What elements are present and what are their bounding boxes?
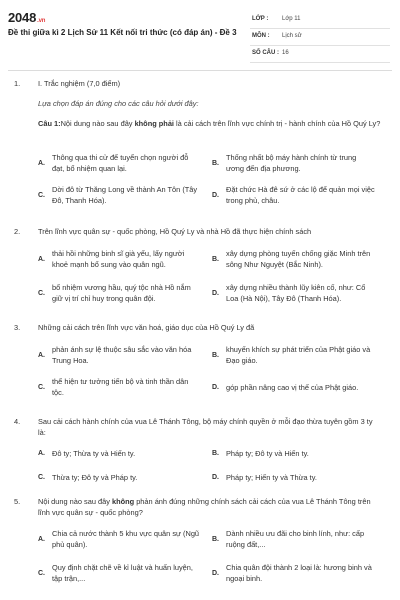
- option-text: xây dựng nhiều thành lũy kiên cố, như: Cổ Loa (Hà Nội), Tây Đô (Thanh Hóa).: [226, 283, 366, 303]
- stem-part: Nội dung nào sau đây: [38, 497, 112, 506]
- question-number: 1.: [14, 79, 21, 88]
- option-text: Đô ty; Thừa ty và Hiến ty.: [52, 449, 136, 458]
- option-text: Thừa ty; Đô ty và Pháp ty.: [52, 473, 138, 482]
- stem-emphasis: không: [111, 497, 135, 506]
- stem-part: là cải cách trên lĩnh vực chính trị - hành chính của Hồ Quý Ly?: [173, 119, 381, 128]
- question-stem: [38, 118, 382, 129]
- page-title: Đề thi giữa kì 2 Lịch Sử 11 Kết nối tri thức (có đáp án) - Đề 3: [8, 28, 237, 37]
- option-text: Chia quân đội thành 2 loại là: hương binh và ngoại binh.: [226, 563, 372, 583]
- option-label: B.: [212, 160, 219, 167]
- option-text: Dành nhiều ưu đãi cho binh lính, như: cấp ruộng đất,...: [226, 529, 365, 549]
- question-stem: Những cải cách trên lĩnh vực văn hoá, giáo dục của Hồ Quý Ly đã: [38, 323, 255, 332]
- option-text: xây dựng phòng tuyến chống giặc Minh trên sông Như Nguyệt (Bắc Ninh).: [226, 249, 371, 269]
- question-number: 3.: [14, 323, 21, 332]
- option-label: C.: [38, 192, 45, 199]
- option-label: C.: [38, 384, 45, 391]
- option-text: Chia cả nước thành 5 khu vực quân sự (Ngũ phủ quân).: [52, 529, 200, 549]
- option-label: A.: [38, 536, 45, 543]
- question-stem: [38, 496, 382, 518]
- option-label: D.: [212, 570, 219, 577]
- meta-row-subject: [250, 29, 390, 46]
- option-label: D.: [212, 474, 219, 481]
- question-number: 5.: [14, 497, 21, 506]
- section-heading: I. Trắc nghiệm (7,0 điểm): [38, 79, 121, 88]
- meta-value: Lịch sử: [282, 33, 302, 39]
- question-number: 2.: [14, 227, 21, 236]
- meta-key: MÔN :: [252, 33, 270, 39]
- option-text: phản ánh sự lệ thuộc sâu sắc vào văn hóa Trung Hoa.: [52, 345, 192, 365]
- option-text: góp phần nâng cao vị thế của Phật giáo.: [226, 383, 359, 392]
- option-label: C.: [38, 290, 45, 297]
- meta-table: [250, 12, 390, 63]
- meta-key: SỐ CÂU :: [252, 50, 279, 56]
- meta-key: LỚP :: [252, 16, 269, 22]
- option-label: C.: [38, 474, 45, 481]
- logo-tld: .vn: [37, 18, 46, 24]
- option-text: Pháp ty; Đô ty và Hiến ty.: [226, 449, 309, 458]
- option-label: B.: [212, 536, 219, 543]
- option-text: Quy định chặt chẽ về kỉ luật và huấn luyện, tập trận,...: [52, 563, 193, 583]
- option-label: D.: [212, 384, 219, 391]
- meta-value: 16: [282, 50, 289, 56]
- question-prefix: Câu 1:: [38, 119, 61, 128]
- option-label: A.: [38, 160, 45, 167]
- meta-value: Lớp 11: [282, 16, 301, 22]
- option-text: Thống nhất bộ máy hành chính từ trung ương đến địa phương.: [226, 153, 357, 173]
- option-label: B.: [212, 256, 219, 263]
- option-text: thải hồi những binh sĩ già yếu, lấy người khoẻ mạnh bổ sung vào quân ngũ.: [52, 249, 185, 269]
- option-text: Thông qua thi cử để tuyển chọn người đỗ đạt, bổ nhiệm quan lại.: [52, 153, 189, 173]
- instruction-text: Lựa chọn đáp án đúng cho các câu hỏi dưới đây:: [38, 99, 199, 108]
- option-text: bổ nhiệm vương hầu, quý tộc nhà Hồ nắm giữ vị trí chỉ huy trong quân đội.: [52, 283, 191, 303]
- question-stem: Trên lĩnh vực quân sự - quốc phòng, Hồ Quý Ly và nhà Hồ đã thực hiện chính sách: [38, 227, 312, 236]
- option-label: B.: [212, 450, 219, 457]
- logo-text: 2048: [8, 10, 37, 25]
- option-label: A.: [38, 352, 45, 359]
- stem-part: phản ánh đúng những chính sách cải cách của vua Lê Thánh Tông trên lĩnh vực quân sự - quốc phòng?: [38, 497, 371, 517]
- option-text: Dời đô từ Thăng Long về thành An Tôn (Tây Đô, Thanh Hóa).: [52, 185, 198, 205]
- site-logo[interactable]: [8, 10, 45, 25]
- stem-part: Nội dung nào sau đây: [60, 119, 135, 128]
- meta-row-grade: [250, 12, 390, 29]
- header-divider: [8, 70, 392, 71]
- option-label: B.: [212, 352, 219, 359]
- option-label: C.: [38, 570, 45, 577]
- option-label: D.: [212, 290, 219, 297]
- option-text: thể hiện tư tưởng tiến bộ và tinh thần dân tộc.: [52, 377, 189, 397]
- question-stem: Sau cải cách hành chính của vua Lê Thánh Tông, bộ máy chính quyền ở mỗi đạo thừa tuyên gồm 3 ty là:: [38, 417, 373, 437]
- option-text: Pháp ty; Hiến ty và Thừa ty.: [226, 473, 317, 482]
- option-text: khuyến khích sự phát triển của Phật giáo và Đạo giáo.: [226, 345, 371, 365]
- option-label: D.: [212, 192, 219, 199]
- option-label: A.: [38, 450, 45, 457]
- option-text: Đặt chức Hà đê sứ ở các lộ để quản mọi việc trong phủ, châu.: [226, 185, 375, 205]
- meta-row-count: [250, 46, 390, 63]
- document-header: [0, 0, 400, 66]
- option-label: A.: [38, 256, 45, 263]
- question-number: 4.: [14, 417, 21, 426]
- stem-emphasis: không phải: [134, 119, 174, 128]
